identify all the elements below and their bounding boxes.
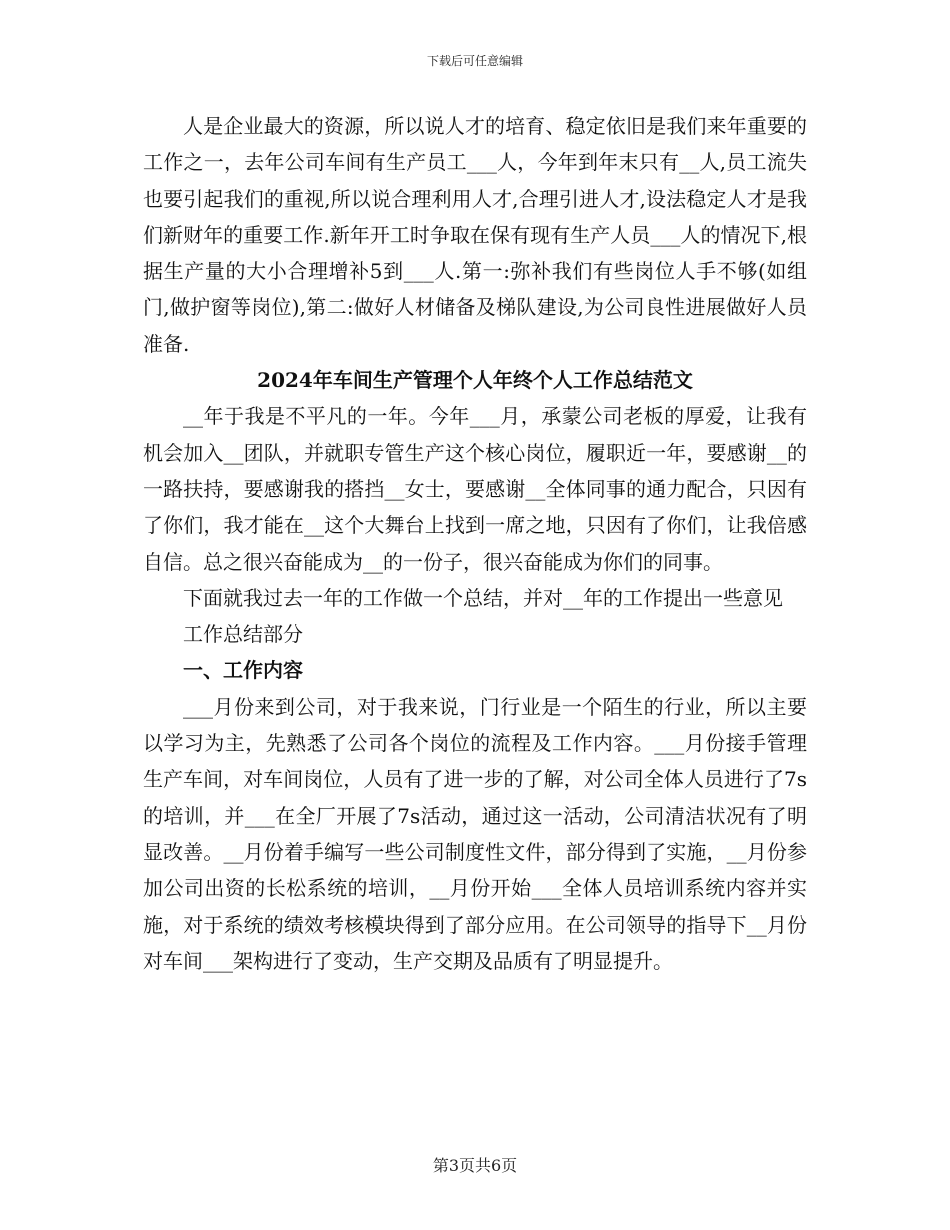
document-body (143, 108, 807, 979)
paragraph-work-content: ___月份来到公司，对于我来说，门行业是一个陌生的行业，所以主要以学习为主，先熟悉了公司各个岗位的流程及工作内容。___月份接手管理生产车间，对车间岗位，人员有了进一步的了解，对公司全体人员进行了7s的培训，并___在全厂开展了7s活动，通过这一活动，公司清洁状况有了明显改善。__月份着手编写一些公司制度性文件，部分得到了实施，__月份参加公司出资的长松系统的培训，__月份开始___全体人员培训系统内容并实施，对于系统的绩效考核模块得到了部分应用。在公司领导的指导下__月份对车间___架构进行了变动，生产交期及品质有了明显提升。 (143, 694, 807, 973)
section-heading: 一、工作内容 (183, 658, 303, 683)
paragraph-summary-lead: 下面就我过去一年的工作做一个总结，并对__年的工作提出一些意见 (183, 585, 783, 610)
page-number: 第3页共6页 (432, 1156, 518, 1175)
page-header: 下载后可任意编辑 (426, 54, 523, 68)
document-title: 2024年车间生产管理个人年终个人工作总结范文 (257, 368, 693, 393)
paragraph-section-label: 工作总结部分 (183, 622, 303, 647)
paragraph-talent: 人是企业最大的资源，所以说人才的培育、稳定依旧是我们来年重要的工作之一，去年公司车间有生产员工___人，今年到年末只有__人,员工流失也要引起我们的重视,所以说合理利用人才,合理引进人才,设法稳定人才是我们新财年的重要工作.新年开工时争取在保有现有生产人员___人的情况下,根据生产量的大小合理增补5到___人.第一:弥补我们有些岗位人手不够(如组门,做护窗等岗位),第二:做好人材储备及梯队建设,为公司良性进展做好人员准备. (143, 114, 807, 356)
paragraph-intro: __年于我是不平凡的一年。今年___月，承蒙公司老板的厚爱，让我有机会加入__团队，并就职专管生产这个核心岗位，履职近一年，要感谢__的一路扶持，要感谢我的搭挡__女士，要感谢__全体同事的通力配合，只因有了你们，我才能在__这个大舞台上找到一席之地，只因有了你们，让我倍感自信。总之很兴奋能成为__的一份子，很兴奋能成为你们的同事。 (143, 404, 807, 574)
